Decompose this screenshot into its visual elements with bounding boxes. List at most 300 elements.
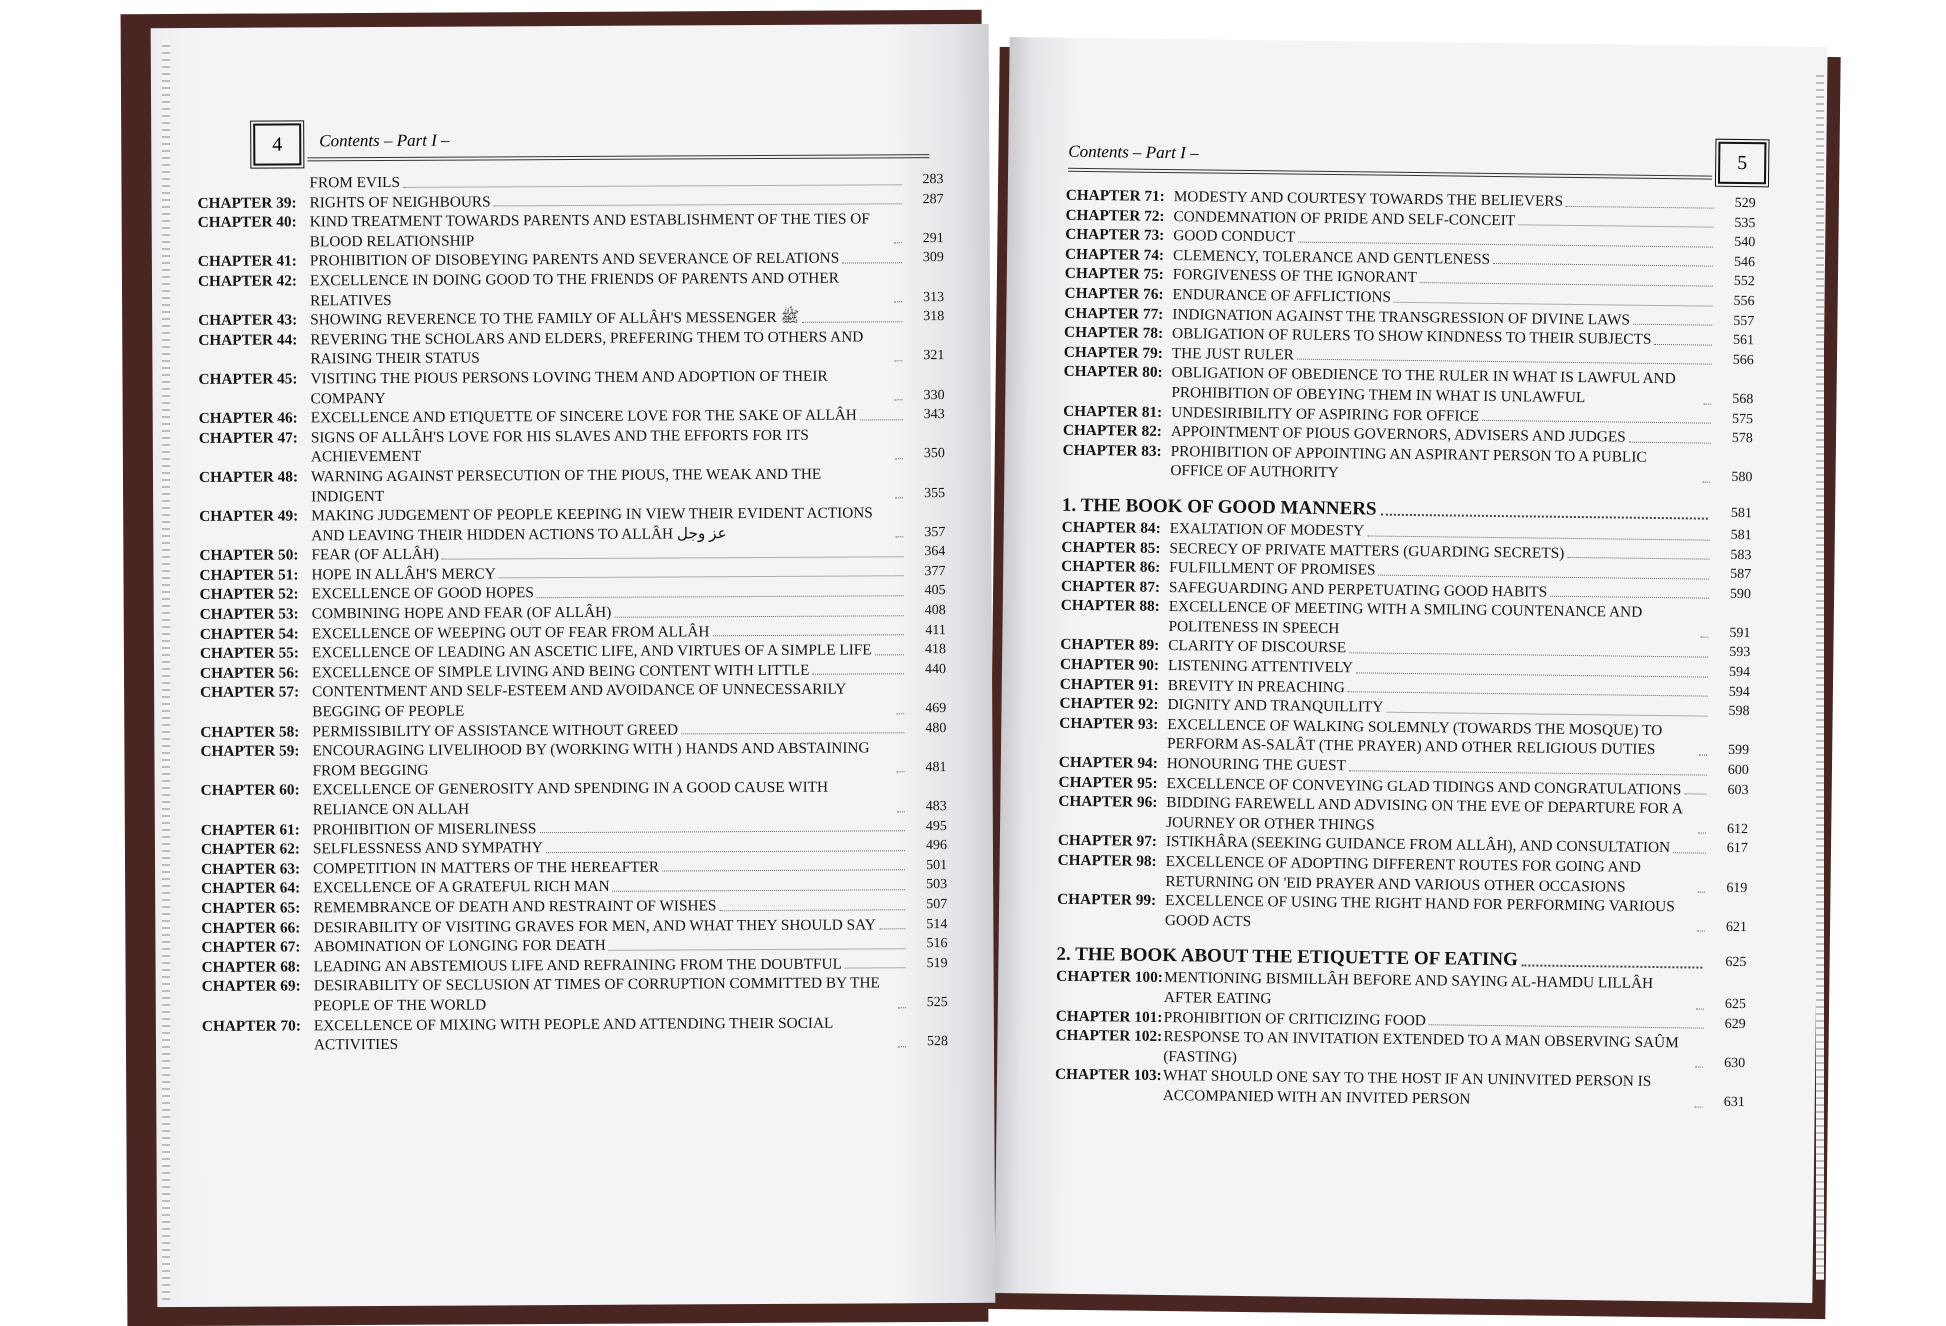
chapter-label: CHAPTER 78: [1063,323,1164,343]
leader-dots [1518,224,1713,227]
page-ref: 483 [925,799,947,815]
leader-dots [1367,535,1709,540]
chapter-label: CHAPTER 57: [200,683,300,702]
left-page-header [253,120,929,166]
page-ref: 593 [1729,645,1751,661]
chapter-label: CHAPTER 63: [201,860,301,878]
chapter-title-text: LEADING AN ABSTEMIOUS LIFE AND REFRAINING FROM THE DOUBTFUL [313,955,842,976]
leader-dots [879,928,906,929]
chapter-label: CHAPTER 99: [1057,890,1157,910]
chapter-label: CHAPTER 82: [1062,421,1163,441]
leader-dots [1699,755,1707,756]
chapter-title-text: EXCELLENCE IN DOING GOOD TO THE FRIENDS OF PARENTS AND OTHER RELATIVES [309,269,839,309]
leader-dots [1493,263,1713,267]
chapter-label: CHAPTER 88: [1060,596,1160,616]
chapter-label [197,173,309,193]
page-ref: 418 [924,642,946,658]
chapter-label: CHAPTER 48: [198,468,299,486]
chapter-title [313,778,911,820]
page-ref: 566 [1732,352,1754,368]
chapter-label: CHAPTER 55: [199,644,299,663]
chapter-title [310,268,908,310]
chapter-label: CHAPTER 46: [198,409,298,428]
chapter-label: CHAPTER 94: [1058,753,1158,772]
leader-dots [1380,498,1708,520]
leader-dots [1633,324,1712,326]
chapter-title-text: SECRECY OF PRIVATE MATTERS (GUARDING SECRETS) [1169,539,1565,562]
leader-dots [1566,205,1714,208]
leader-dots [1298,241,1713,247]
chapter-label: CHAPTER 70: [201,1016,301,1035]
leader-dots [442,556,904,559]
leader-dots [1696,1008,1704,1009]
chapter-label: CHAPTER 65: [201,899,301,917]
chapter-title-text: EXCELLENCE OF ADOPTING DIFFERENT ROUTES FOR GOING AND RETURNING ON 'EID PRAYER AND VARIOUS OTHER OCCASIONS [1165,853,1641,896]
chapter-title-text: THE JUST RULER [1171,344,1295,364]
chapter-title-text: OBLIGATION OF RULERS TO SHOW KINDNESS TO THEIR SUBJECTS [1171,325,1652,349]
chapter-title-text: HONOURING THE GUEST [1166,755,1346,775]
chapter-title-text: UNDESIRIBILITY OF ASPIRING FOR OFFICE [1171,403,1480,425]
chapter-title-text: MODESTY AND COURTESY TOWARDS THE BELIEVERS [1173,188,1564,210]
leader-dots [1703,403,1711,404]
page-ref: 540 [1734,235,1756,251]
book-heading-page: 625 [1725,955,1747,971]
page-ref: 516 [926,936,948,952]
leader-dots [802,321,902,323]
page-ref: 481 [925,759,947,775]
page-ref: 580 [1731,470,1753,486]
leader-dots [897,772,905,773]
chapter-title [312,680,910,722]
chapter-label: CHAPTER 53: [199,605,299,624]
leader-dots [1698,833,1706,834]
chapter-label: CHAPTER 61: [200,821,300,839]
chapter-title [311,503,909,545]
chapter-title-text: EXALTATION OF MODESTY [1169,519,1365,540]
leader-dots [895,497,903,498]
chapter-label: CHAPTER 76: [1064,284,1164,303]
page-ref: 603 [1727,782,1749,798]
chapter-title-text: RIGHTS OF NEIGHBOURS [309,193,491,211]
chapter-title-text: ENDURANCE OF AFFLICTIONS [1172,286,1392,306]
page-ref: 578 [1731,431,1753,447]
leader-dots [1420,282,1713,287]
right-page [994,37,1827,1303]
chapter-label: CHAPTER 42: [197,272,298,290]
chapter-label: CHAPTER 86: [1061,557,1161,577]
page-ref: 480 [925,720,947,736]
chapter-title-text: MAKING JUDGEMENT OF PEOPLE KEEPING IN VIEW THEIR EVIDENT ACTIONS AND LEAVING THEIR HIDDEN ACTIONS TO ALLÂH عز وجل [311,504,873,545]
chapter-title-text: FULFILLMENT OF PROMISES [1169,559,1376,579]
leader-dots [1297,359,1712,365]
chapter-title-text: PROHIBITION OF APPOINTING AN ASPIRANT PERSON TO A PUBLIC OFFICE OF AUTHORITY [1170,442,1647,482]
chapter-title [1164,968,1710,1014]
toc-entry [198,268,944,311]
chapter-title [311,464,909,506]
chapter-title-text: FORGIVENESS OF THE IGNORANT [1172,266,1417,287]
chapter-label: CHAPTER 64: [201,879,301,898]
chapter-title-text: EXCELLENCE OF GOOD HOPES [311,584,534,603]
chapter-label: CHAPTER 60: [200,781,300,800]
chapter-label: CHAPTER 89: [1060,636,1160,655]
chapter-label: CHAPTER 72: [1065,206,1165,225]
chapter-title-text: BREVITY IN PREACHING [1167,676,1345,696]
page-ref: 599 [1727,743,1750,759]
leader-dots [499,576,904,579]
page-ref: 411 [925,622,946,638]
page-ref: 343 [923,407,945,423]
page-ref: 619 [1726,880,1748,896]
chapter-title [310,366,908,408]
leader-dots [403,184,901,188]
chapter-title [1170,442,1716,488]
leader-dots [662,870,905,872]
toc-entry [200,738,946,781]
page-ref: 496 [925,838,947,854]
leader-dots [895,399,903,400]
chapter-label: CHAPTER 66: [201,918,301,937]
chapter-label: CHAPTER 67: [201,938,301,957]
chapter-title-text: HOPE IN ALLÂH'S MERCY [311,565,496,584]
toc-entry [202,1013,948,1056]
chapter-title-text: CLEMENCY, TOLERANCE AND GENTLENESS [1172,246,1491,268]
leader-dots [1386,712,1707,717]
leader-dots [1394,301,1713,306]
page-ref: 525 [926,994,948,1011]
page-ref: 350 [923,446,945,462]
toc-entry [202,973,948,1016]
chapter-label: CHAPTER 58: [200,723,300,741]
chapter-title-text: PROHIBITION OF DISOBEYING PARENTS AND SEVERANCE OF RELATIONS [309,249,840,270]
chapter-label: CHAPTER 41: [197,252,297,271]
chapter-title-text: PROHIBITION OF CRITICIZING FOOD [1163,1008,1426,1029]
right-page-edge [1816,70,1824,1280]
chapter-title-text: RESPONSE TO AN INVITATION EXTENDED TO A MAN OBSERVING SAÛM (FASTING) [1163,1028,1679,1066]
page-ref: 495 [925,818,947,834]
page-ref: 469 [925,701,947,717]
leader-dots [1482,420,1711,424]
leader-dots [1348,691,1708,696]
page-ref: 598 [1728,704,1750,720]
page-ref: 321 [923,348,945,364]
leader-dots [1702,481,1710,482]
page-ref: 291 [922,230,944,246]
leader-dots [614,615,903,618]
page-ref: 355 [924,485,946,501]
chapter-title-text: COMPETITION IN MATTERS OF THE HEREAFTER [313,858,660,878]
chapter-title [312,738,910,780]
chapter-title-text: EXCELLENCE OF SIMPLE LIVING AND BEING CONTENT WITH LITTLE [311,661,810,682]
chapter-title-text: WHAT SHOULD ONE SAY TO THE HOST IF AN UNINVITED PERSON IS ACCOMPANIED WITH AN INVITED PERSON [1162,1067,1652,1108]
leader-dots [812,674,904,675]
toc-group [1062,186,1756,488]
page-ref: 568 [1732,391,1754,408]
leader-dots [894,243,902,244]
chapter-label: CHAPTER 93: [1059,714,1159,733]
chapter-label: CHAPTER 79: [1063,343,1163,362]
leader-dots [898,1007,906,1008]
chapter-title-text: WARNING AGAINST PERSECUTION OF THE PIOUS, THE WEAK AND THE INDIGENT [310,465,822,505]
chapter-title-text: EXCELLENCE OF WEEPING OUT OF FEAR FROM ALLÂH [311,622,710,643]
chapter-label: CHAPTER 97: [1057,832,1158,851]
chapter-title-text: CONDEMNATION OF PRIDE AND SELF-CONCEIT [1173,207,1516,229]
leader-dots [895,458,903,459]
page-ref: 287 [922,191,944,207]
leader-dots [1695,1067,1703,1068]
leader-dots [1697,892,1705,893]
leader-dots [1695,1106,1703,1107]
chapter-title-text: DESIRABILITY OF SECLUSION AT TIMES OF CORRUPTION COMMITTED BY THE PEOPLE OF THE WORLD [313,974,880,1015]
book-heading-page: 581 [1730,505,1753,522]
book-heading-title: 2. THE BOOK ABOUT THE ETIQUETTE OF EATING [1056,944,1519,971]
chapter-label: CHAPTER 39: [197,194,297,212]
page-ref: 318 [923,309,945,325]
chapter-label: CHAPTER 68: [201,958,301,976]
chapter-title-text: OBLIGATION OF OBEDIENCE TO THE RULER IN WHAT IS LAWFUL AND PROHIBITION OF OBEYING THEM IN WHAT IS UNLAWFUL [1171,364,1676,407]
chapter-title [1166,793,1712,839]
leader-dots [842,262,902,263]
chapter-label: CHAPTER 69: [201,977,301,996]
chapter-title-text: CLARITY OF DISCOURSE [1168,637,1347,657]
right-running-head: Contents – Part I – [1068,141,1199,163]
chapter-title-text: APPOINTMENT OF PIOUS GOVERNORS, ADVISERS AND JUDGES [1170,423,1626,446]
page-ref: 600 [1727,762,1749,779]
page-ref: 507 [926,897,948,913]
chapter-label: CHAPTER 98: [1057,851,1157,870]
chapter-title-text: EXCELLENCE OF USING THE RIGHT HAND FOR PERFORMING VARIOUS GOOD ACTS [1164,892,1675,930]
page-ref: 587 [1730,566,1752,583]
chapter-label: CHAPTER 47: [198,429,298,447]
chapter-title-text: REMEMBRANCE OF DEATH AND RESTRAINT OF WISHES [313,897,717,917]
page-ref: 309 [922,250,944,266]
page-ref: 612 [1726,821,1749,837]
chapter-label: CHAPTER 59: [200,742,300,761]
chapter-title-text: EXCELLENCE OF GENEROSITY AND SPENDING IN A GOOD CAUSE WITH RELIANCE ON ALLAH [312,779,829,819]
chapter-label: CHAPTER 85: [1061,538,1161,557]
leader-dots [1697,931,1705,932]
leader-dots [1684,794,1706,795]
leader-dots [537,595,904,598]
chapter-title [1168,597,1714,643]
chapter-label: CHAPTER 83: [1062,441,1162,460]
toc-entry [198,209,944,252]
page-ref: 357 [924,524,946,540]
chapter-label: CHAPTER 73: [1065,225,1165,245]
chapter-label: CHAPTER 102: [1055,1026,1163,1046]
chapter-title-text: COMBINING HOPE AND FEAR (OF ALLÂH) [311,603,612,623]
chapter-label: CHAPTER 84: [1061,518,1161,537]
page-ref: 503 [926,877,948,893]
page-ref: 590 [1729,586,1752,602]
chapter-title-text: REVERING THE SCHOLARS AND ELDERS, PREFERING THEM TO OTHERS AND RAISING THEIR STATUS [310,328,864,368]
page-ref: 519 [926,955,948,971]
chapter-title-text: SELFLESSNESS AND SYMPATHY [312,839,543,858]
chapter-label: CHAPTER 91: [1059,675,1159,694]
chapter-label: CHAPTER 95: [1058,773,1158,792]
leader-dots [1378,574,1709,579]
leader-dots [1429,1024,1704,1028]
page-ref: 283 [922,172,944,188]
leader-dots [1522,949,1703,969]
chapter-label: CHAPTER 75: [1064,265,1164,284]
chapter-title-text: EXCELLENCE OF A GRATEFUL RICH MAN [313,878,610,897]
leader-dots [860,419,903,420]
leader-dots [894,360,902,361]
chapter-title-text: CONTENTMENT AND SELF-ESTEEM AND AVOIDANCE OF UNNECESSARILY BEGGING OF PEOPLE [312,681,846,721]
chapter-title [314,1013,912,1055]
left-page [151,24,996,1307]
page-ref: 330 [923,387,945,403]
page-ref: 594 [1728,684,1750,700]
chapter-title-text: ENCOURAGING LIVELIHOOD BY (WORKING WITH ) HANDS AND ABSTAINING FROM BEGGING [312,739,870,780]
chapter-title-text: VISITING THE PIOUS PERSONS LOVING THEM AND ADOPTION OF THEIR COMPANY [310,367,828,407]
chapter-label: CHAPTER 81: [1063,402,1163,421]
leader-dots [609,948,906,951]
chapter-title [1163,1066,1709,1112]
page-ref: 617 [1726,841,1748,857]
chapter-title-text: KIND TREATMENT TOWARDS PARENTS AND ESTABLISHMENT OF THE TIES OF BLOOD RELATIONSHIP [309,210,870,251]
page-ref: 546 [1733,254,1756,270]
toc-entry [1062,440,1752,488]
leader-dots [712,635,903,637]
book-heading-title: 1. THE BOOK OF GOOD MANNERS [1061,494,1377,520]
leader-dots [1673,852,1706,853]
right-toc [1055,186,1756,1113]
leader-dots [1700,637,1708,638]
toc-entry [199,425,945,468]
chapter-title-text: SAFEGUARDING AND PERPETUATING GOOD HABITS [1168,578,1548,601]
toc-group [1057,518,1752,938]
leader-dots [1654,344,1712,346]
chapter-label: CHAPTER 43: [198,311,298,330]
chapter-title-text: LISTENING ATTENTIVELY [1167,657,1354,677]
header-rule [307,154,929,161]
page-ref: 440 [924,661,947,678]
right-page-number: 5 [1718,142,1767,185]
page-ref: 408 [924,603,946,619]
page-ref: 535 [1734,215,1756,231]
chapter-title-text: EXCELLENCE AND ETIQUETTE OF SINCERE LOVE FOR THE SAKE OF ALLÂH [310,406,857,427]
chapter-title-text: FEAR (OF ALLÂH) [311,545,439,564]
toc-entry [198,366,944,409]
toc-entry [201,777,947,820]
page-ref: 621 [1725,919,1747,935]
leader-dots [1349,652,1708,657]
leader-dots [1349,770,1707,775]
chapter-title-text: ISTIKHÂRA (SEEKING GUIDANCE FROM ALLÂH), AND CONSULTATION [1165,833,1671,857]
chapter-label: CHAPTER 92: [1059,694,1159,714]
toc-entry [199,464,945,507]
chapter-title-text: DIGNITY AND TRANQUILLITY [1167,696,1384,716]
chapter-title [1167,715,1713,761]
chapter-label: CHAPTER 56: [199,664,300,682]
page-ref: 575 [1731,411,1754,427]
chapter-title-text: EXCELLENCE OF MEETING WITH A SMILING COUNTENANCE AND POLITENESS IN SPEECH [1168,598,1643,637]
page-ref: 377 [924,563,946,580]
page-ref: 557 [1733,313,1755,329]
page-ref: 629 [1724,1016,1746,1032]
chapter-title-text: DESIRABILITY OF VISITING GRAVES FOR MEN, AND WHAT THEY SHOULD SAY [313,915,876,936]
page-ref: 591 [1729,625,1751,642]
leader-dots [1550,596,1709,599]
chapter-label: CHAPTER 62: [200,840,301,859]
chapter-title-text: ABOMINATION OF LONGING FOR DEATH [313,936,606,956]
right-page-header [1068,134,1766,185]
header-rule [1068,168,1712,180]
chapter-title-text: EXCELLENCE OF MIXING WITH PEOPLE AND ATTENDING THEIR SOCIAL ACTIVITIES [313,1014,833,1054]
page-ref: 552 [1733,274,1755,290]
chapter-label: CHAPTER 101: [1055,1007,1163,1026]
chapter-title [310,327,908,369]
chapter-label: CHAPTER 90: [1059,655,1160,674]
leader-dots [845,968,906,969]
chapter-title-text: BIDDING FAREWELL AND ADVISING ON THE EVE OF DEPARTURE FOR A JOURNEY OR OTHER THINGS [1166,794,1683,834]
chapter-title-text: PERMISSIBILITY OF ASSISTANCE WITHOUT GREED [312,721,679,740]
chapter-title [311,425,909,467]
chapter-label: CHAPTER 45: [198,370,298,388]
chapter-label: CHAPTER 74: [1064,245,1165,264]
toc-entry [198,327,944,370]
toc-entry [199,503,945,546]
page-ref: 313 [923,289,945,305]
leader-dots [897,811,905,812]
leader-dots [719,909,905,911]
chapter-title-text: EXCELLENCE OF LEADING AN ASCETIC LIFE, AND VIRTUES OF A SIMPLE LIFE [311,641,872,662]
leader-dots [894,301,902,302]
leader-dots [613,889,906,892]
chapter-title-text: INDIGNATION AGAINST THE TRANSGRESSION OF DIVINE LAWS [1172,305,1631,329]
toc-entry [1057,890,1747,938]
chapter-label: CHAPTER 87: [1060,577,1161,596]
chapter-label: CHAPTER 49: [199,507,299,526]
chapter-label: CHAPTER 100: [1056,968,1163,987]
leader-dots [546,850,905,853]
page-ref: 529 [1734,195,1756,212]
chapter-label: CHAPTER 71: [1065,186,1165,205]
chapter-title [1163,1027,1709,1073]
chapter-title [314,974,912,1016]
leader-dots [875,654,904,655]
leader-dots [898,1046,906,1047]
page-ref: 583 [1730,547,1752,563]
chapter-label: CHAPTER 103: [1054,1066,1162,1085]
chapter-label: CHAPTER 96: [1058,792,1158,812]
page-ref: 594 [1728,664,1751,681]
chapter-label: CHAPTER 52: [199,585,299,604]
page-ref: 556 [1733,293,1755,310]
chapter-title-text: GOOD CONDUCT [1173,227,1296,246]
chapter-title-text: PROHIBITION OF MISERLINESS [312,819,537,838]
left-toc [197,170,948,1056]
page-ref: 631 [1723,1094,1745,1111]
left-page-edge [162,40,170,1300]
chapter-label: CHAPTER 44: [198,331,298,349]
chapter-title [1165,891,1711,937]
chapter-title-text: EXCELLENCE OF CONVEYING GLAD TIDINGS AND CONGRATULATIONS [1166,774,1682,798]
chapter-label: CHAPTER 77: [1064,304,1164,323]
leader-dots [1629,441,1711,443]
left-page-number: 4 [253,123,301,165]
toc-entry [1055,1065,1745,1113]
chapter-label: CHAPTER 40: [197,213,297,232]
page-ref: 528 [926,1034,949,1050]
chapter-title-text: SHOWING REVERENCE TO THE FAMILY OF ALLÂH'S MESSENGER ﷺ [310,308,800,329]
leader-dots [681,732,904,734]
page-ref: 630 [1724,1055,1746,1071]
chapter-title-text: EXCELLENCE OF WALKING SOLEMNLY (TOWARDS THE MOSQUE) TO PERFORM AS-SALÂT (THE PRAYER) AND OTHER RELIGIOUS DUTIES [1166,715,1663,759]
toc-group [1055,967,1747,1113]
leader-dots [539,830,904,833]
